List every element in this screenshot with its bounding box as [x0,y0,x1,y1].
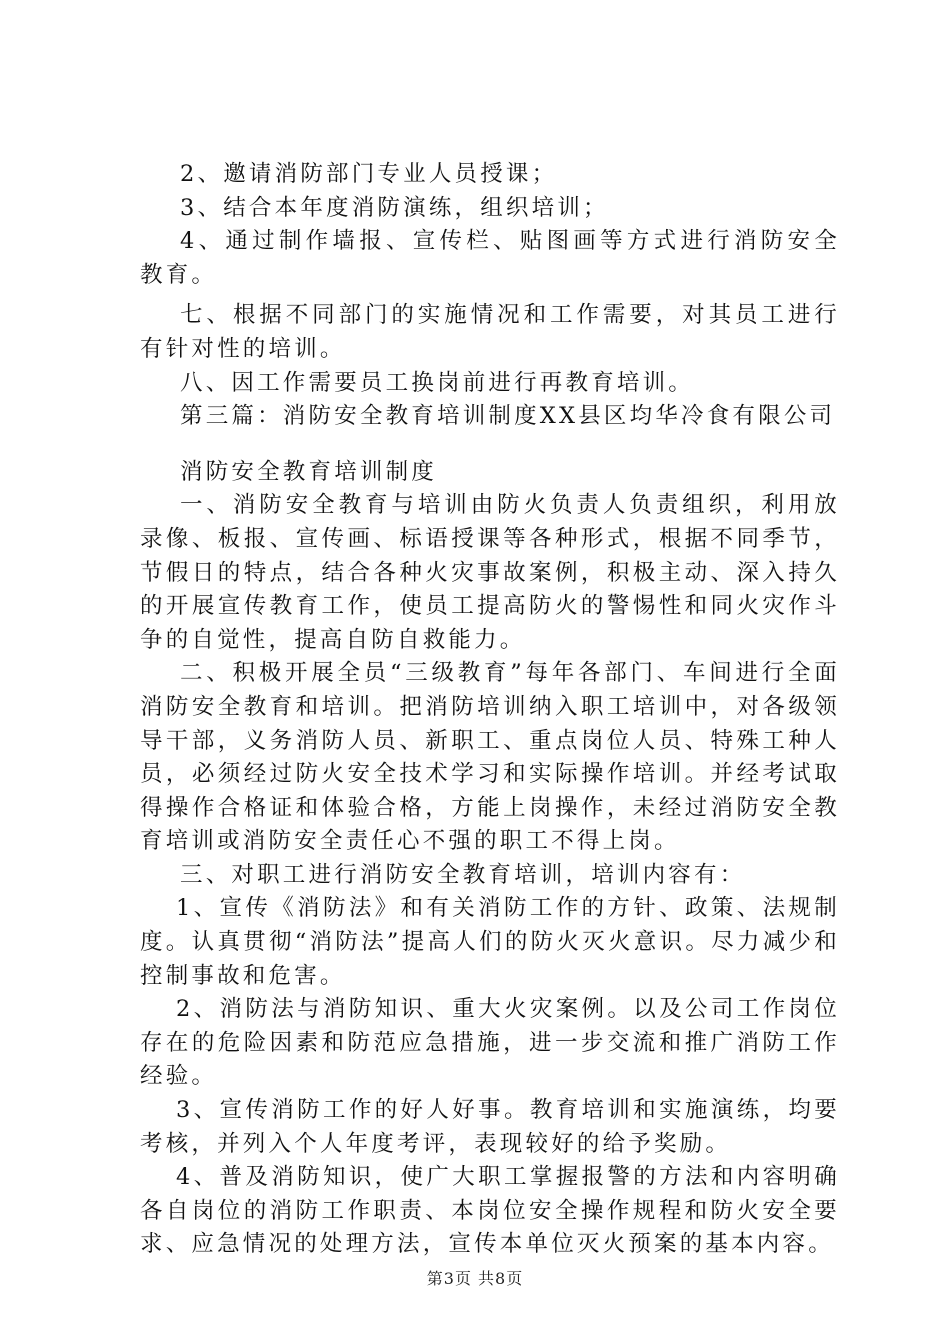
document-title: 消防安全教育培训制度 [180,458,438,485]
paragraph-item-2: 2、邀请消防部门专业人员授课； [180,161,558,187]
paragraph-content-1: 1、宣传《消防法》和有关消防工作的方针、政策、法规制度。认真贯彻“消防法”提高人们的防火灭火意识。尽力减少和控制事故和危害。 [140,895,840,989]
paragraph-item-4: 4、通过制作墙报、宣传栏、贴图画等方式进行消防安全教育。 [140,228,840,288]
paragraph-content-4: 4、普及消防知识，使广大职工掌握报警的方法和内容明确各自岗位的消防工作职责、本岗位安全操作规程和防火安全要求、应急情况的处理方法，宣传本单位灭火预案的基本内容。 [140,1164,840,1258]
paragraph-section-7: 七、根据不同部门的实施情况和工作需要，对其员工进行有针对性的培训。 [140,302,840,362]
document-body [140,158,840,1262]
paragraph-content-2: 2、消防法与消防知识、重大火灾案例。以及公司工作岗位存在的危险因素和防范应急措施，进一步交流和推广消防工作经验。 [140,996,840,1090]
paragraph-section-2: 二、积极开展全员“三级教育”每年各部门、车间进行全面消防安全教育和培训。把消防培训纳入职工培训中，对各级领导干部，义务消防人员、新职工、重点岗位人员、特殊工种人员，必须经过防火安全技术学习和实际操作培训。并经考试取得操作合格证和体验合格，方能上岗操作，未经过消防安全教育培训或消防安全责任心不强的职工不得上岗。 [140,660,840,855]
paragraph-content-3: 3、宣传消防工作的好人好事。教育培训和实施演练，均要考核，并列入个人年度考评，表现较好的给予奖励。 [140,1097,840,1157]
paragraph-section-8: 八、因工作需要员工换岗前进行再教育培训。 [180,369,695,396]
paragraph-item-3: 3、结合本年度消防演练，组织培训； [180,194,609,221]
paragraph-section-1: 一、消防安全教育与培训由防火负责人负责组织，利用放录像、板报、宣传画、标语授课等各种形式，根据不同季节，节假日的特点，结合各种火灾事故案例，积极主动、深入持久的开展宣传教育工作，使员工提高防火的警惕性和同火灾作斗争的自觉性，提高自防自救能力。 [140,492,840,653]
chapter-heading: 第三篇：消防安全教育培训制度XX县区均华冷食有限公司 [180,403,836,430]
page-number-footer: 第3页 共8页 [426,1269,524,1288]
paragraph-section-3: 三、对职工进行消防安全教育培训，培训内容有： [180,861,746,888]
